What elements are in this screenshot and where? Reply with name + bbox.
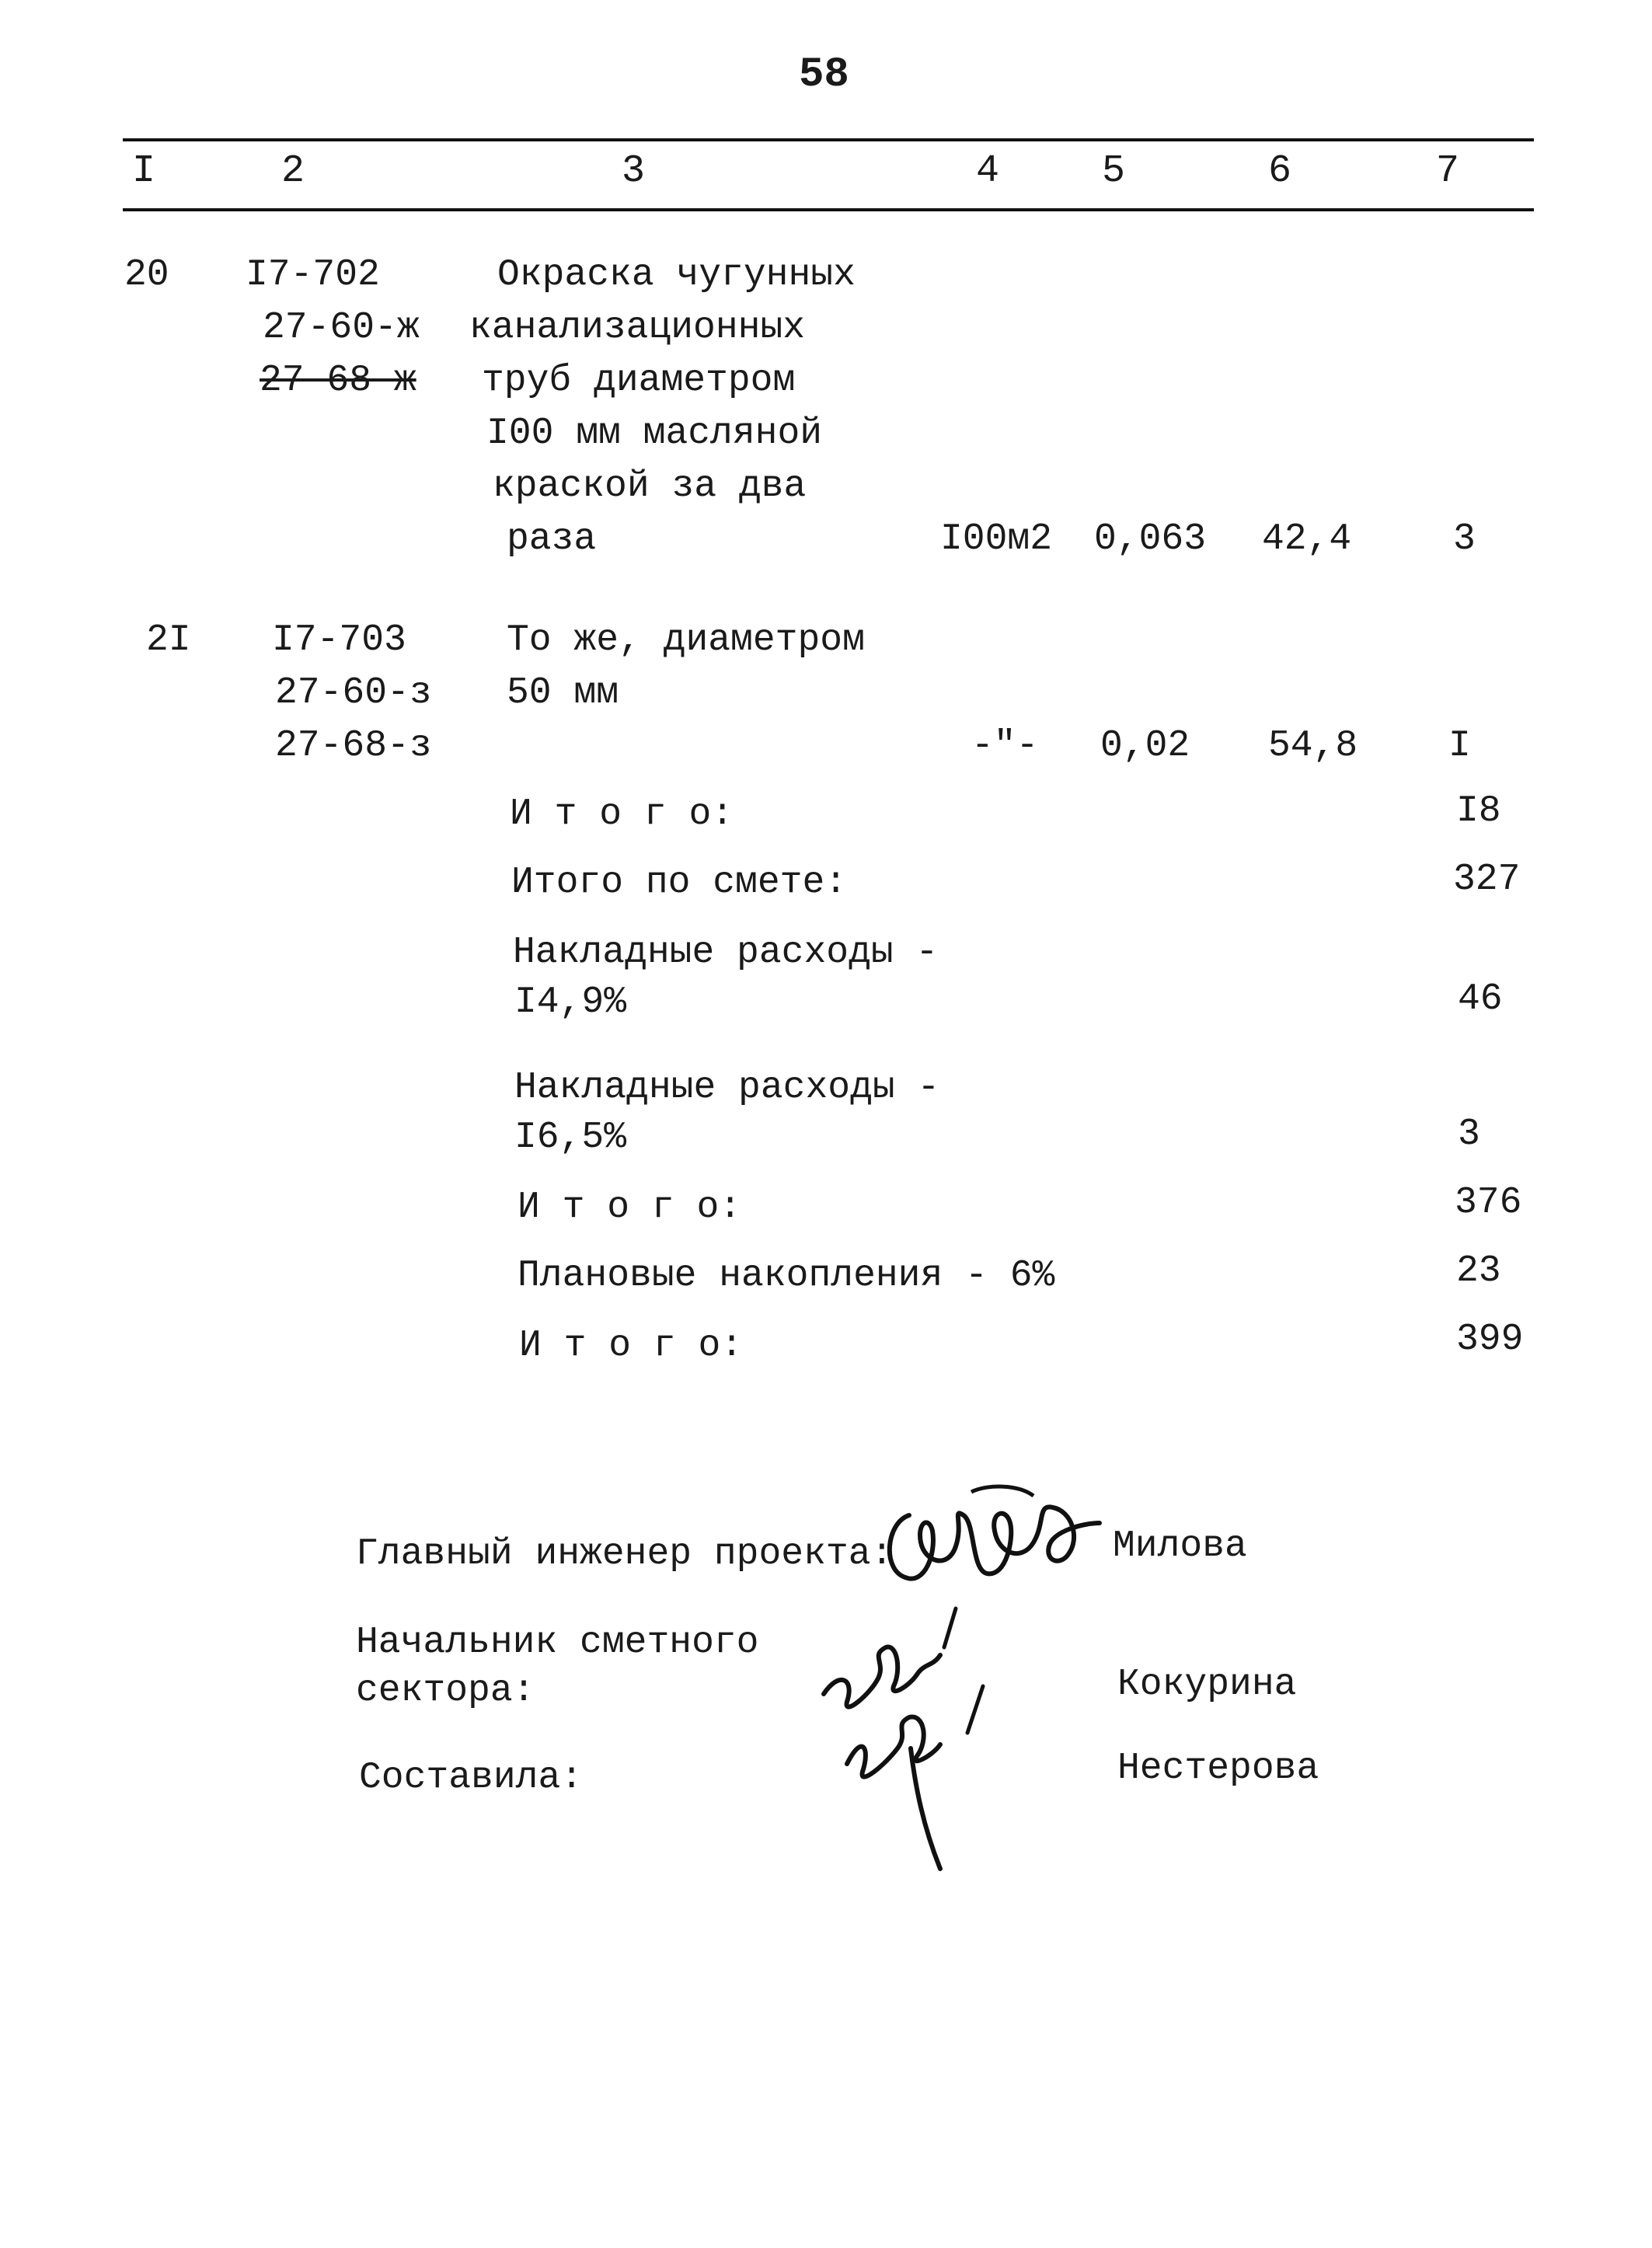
work-description: I00 мм масляной bbox=[486, 413, 823, 455]
subtotal-label: И т о г о: bbox=[518, 1187, 742, 1229]
work-description: 50 мм bbox=[507, 672, 619, 714]
compiler-label: Составила: bbox=[359, 1757, 584, 1799]
column-header-3: 3 bbox=[622, 149, 646, 193]
grand-total-value: 399 bbox=[1456, 1319, 1524, 1361]
rate-code: 27-68-з bbox=[275, 725, 432, 767]
price-cell: 54,8 bbox=[1268, 725, 1358, 767]
overhead-rate: I4,9% bbox=[514, 981, 627, 1023]
column-header-7: 7 bbox=[1436, 149, 1460, 193]
work-description: То же, диаметром bbox=[507, 619, 865, 661]
subtotal-label: И т о г о: bbox=[510, 793, 734, 835]
subtotal-value: 376 bbox=[1455, 1182, 1522, 1224]
chief-engineer-label: Главный инженер проекта: bbox=[356, 1533, 894, 1575]
row-number: 2I bbox=[146, 619, 191, 661]
overhead-label: Накладные расходы - bbox=[513, 932, 939, 974]
column-header-6: 6 bbox=[1268, 149, 1292, 193]
chief-engineer-name: Милова bbox=[1113, 1525, 1247, 1567]
rate-code: I7-703 bbox=[272, 619, 406, 661]
planned-savings-label: Плановые накопления - 6% bbox=[518, 1255, 1055, 1297]
rate-code: 27-60-з bbox=[275, 672, 432, 714]
overhead-value: 46 bbox=[1458, 978, 1503, 1020]
total-cell: 3 bbox=[1453, 518, 1476, 560]
row-number: 20 bbox=[124, 254, 169, 296]
head-of-sector-name: Кокурина bbox=[1117, 1664, 1297, 1706]
work-description: Окраска чугунных bbox=[497, 254, 856, 296]
rate-code: 27-60-ж bbox=[263, 307, 420, 349]
head-of-sector-label: сектора: bbox=[356, 1670, 535, 1712]
column-header-4: 4 bbox=[976, 149, 1000, 193]
column-header-2: 2 bbox=[281, 149, 305, 193]
price-cell: 42,4 bbox=[1262, 518, 1352, 560]
overhead-label: Накладные расходы - bbox=[514, 1067, 940, 1109]
estimate-total-value: 327 bbox=[1453, 859, 1521, 901]
column-header-1: I bbox=[132, 149, 156, 193]
overhead-rate: I6,5% bbox=[514, 1117, 627, 1159]
rate-code-struck: 27-68-ж bbox=[260, 360, 416, 402]
work-description: раза bbox=[507, 518, 597, 560]
column-header-5: 5 bbox=[1102, 149, 1126, 193]
quantity-cell: 0,063 bbox=[1094, 518, 1207, 560]
rate-code: I7-702 bbox=[246, 254, 380, 296]
work-description: канализационных bbox=[469, 307, 806, 349]
unit-cell: -"- bbox=[971, 725, 1039, 767]
page-number: 58 bbox=[799, 51, 849, 99]
work-description: труб диаметром bbox=[482, 360, 796, 402]
estimate-total-label: Итого по смете: bbox=[511, 862, 848, 904]
table-top-rule bbox=[123, 138, 1534, 141]
quantity-cell: 0,02 bbox=[1100, 725, 1190, 767]
planned-savings-value: 23 bbox=[1456, 1250, 1501, 1292]
total-cell: I bbox=[1448, 725, 1471, 767]
head-of-sector-label: Начальник сметного bbox=[356, 1622, 759, 1664]
subtotal-value: I8 bbox=[1456, 790, 1501, 832]
work-description: краской за два bbox=[493, 465, 807, 507]
table-header-rule bbox=[123, 208, 1534, 211]
grand-total-label: И т о г о: bbox=[519, 1325, 744, 1367]
unit-cell: I00м2 bbox=[940, 518, 1053, 560]
compiler-name: Нестерова bbox=[1117, 1748, 1319, 1790]
overhead-value: 3 bbox=[1458, 1114, 1480, 1155]
